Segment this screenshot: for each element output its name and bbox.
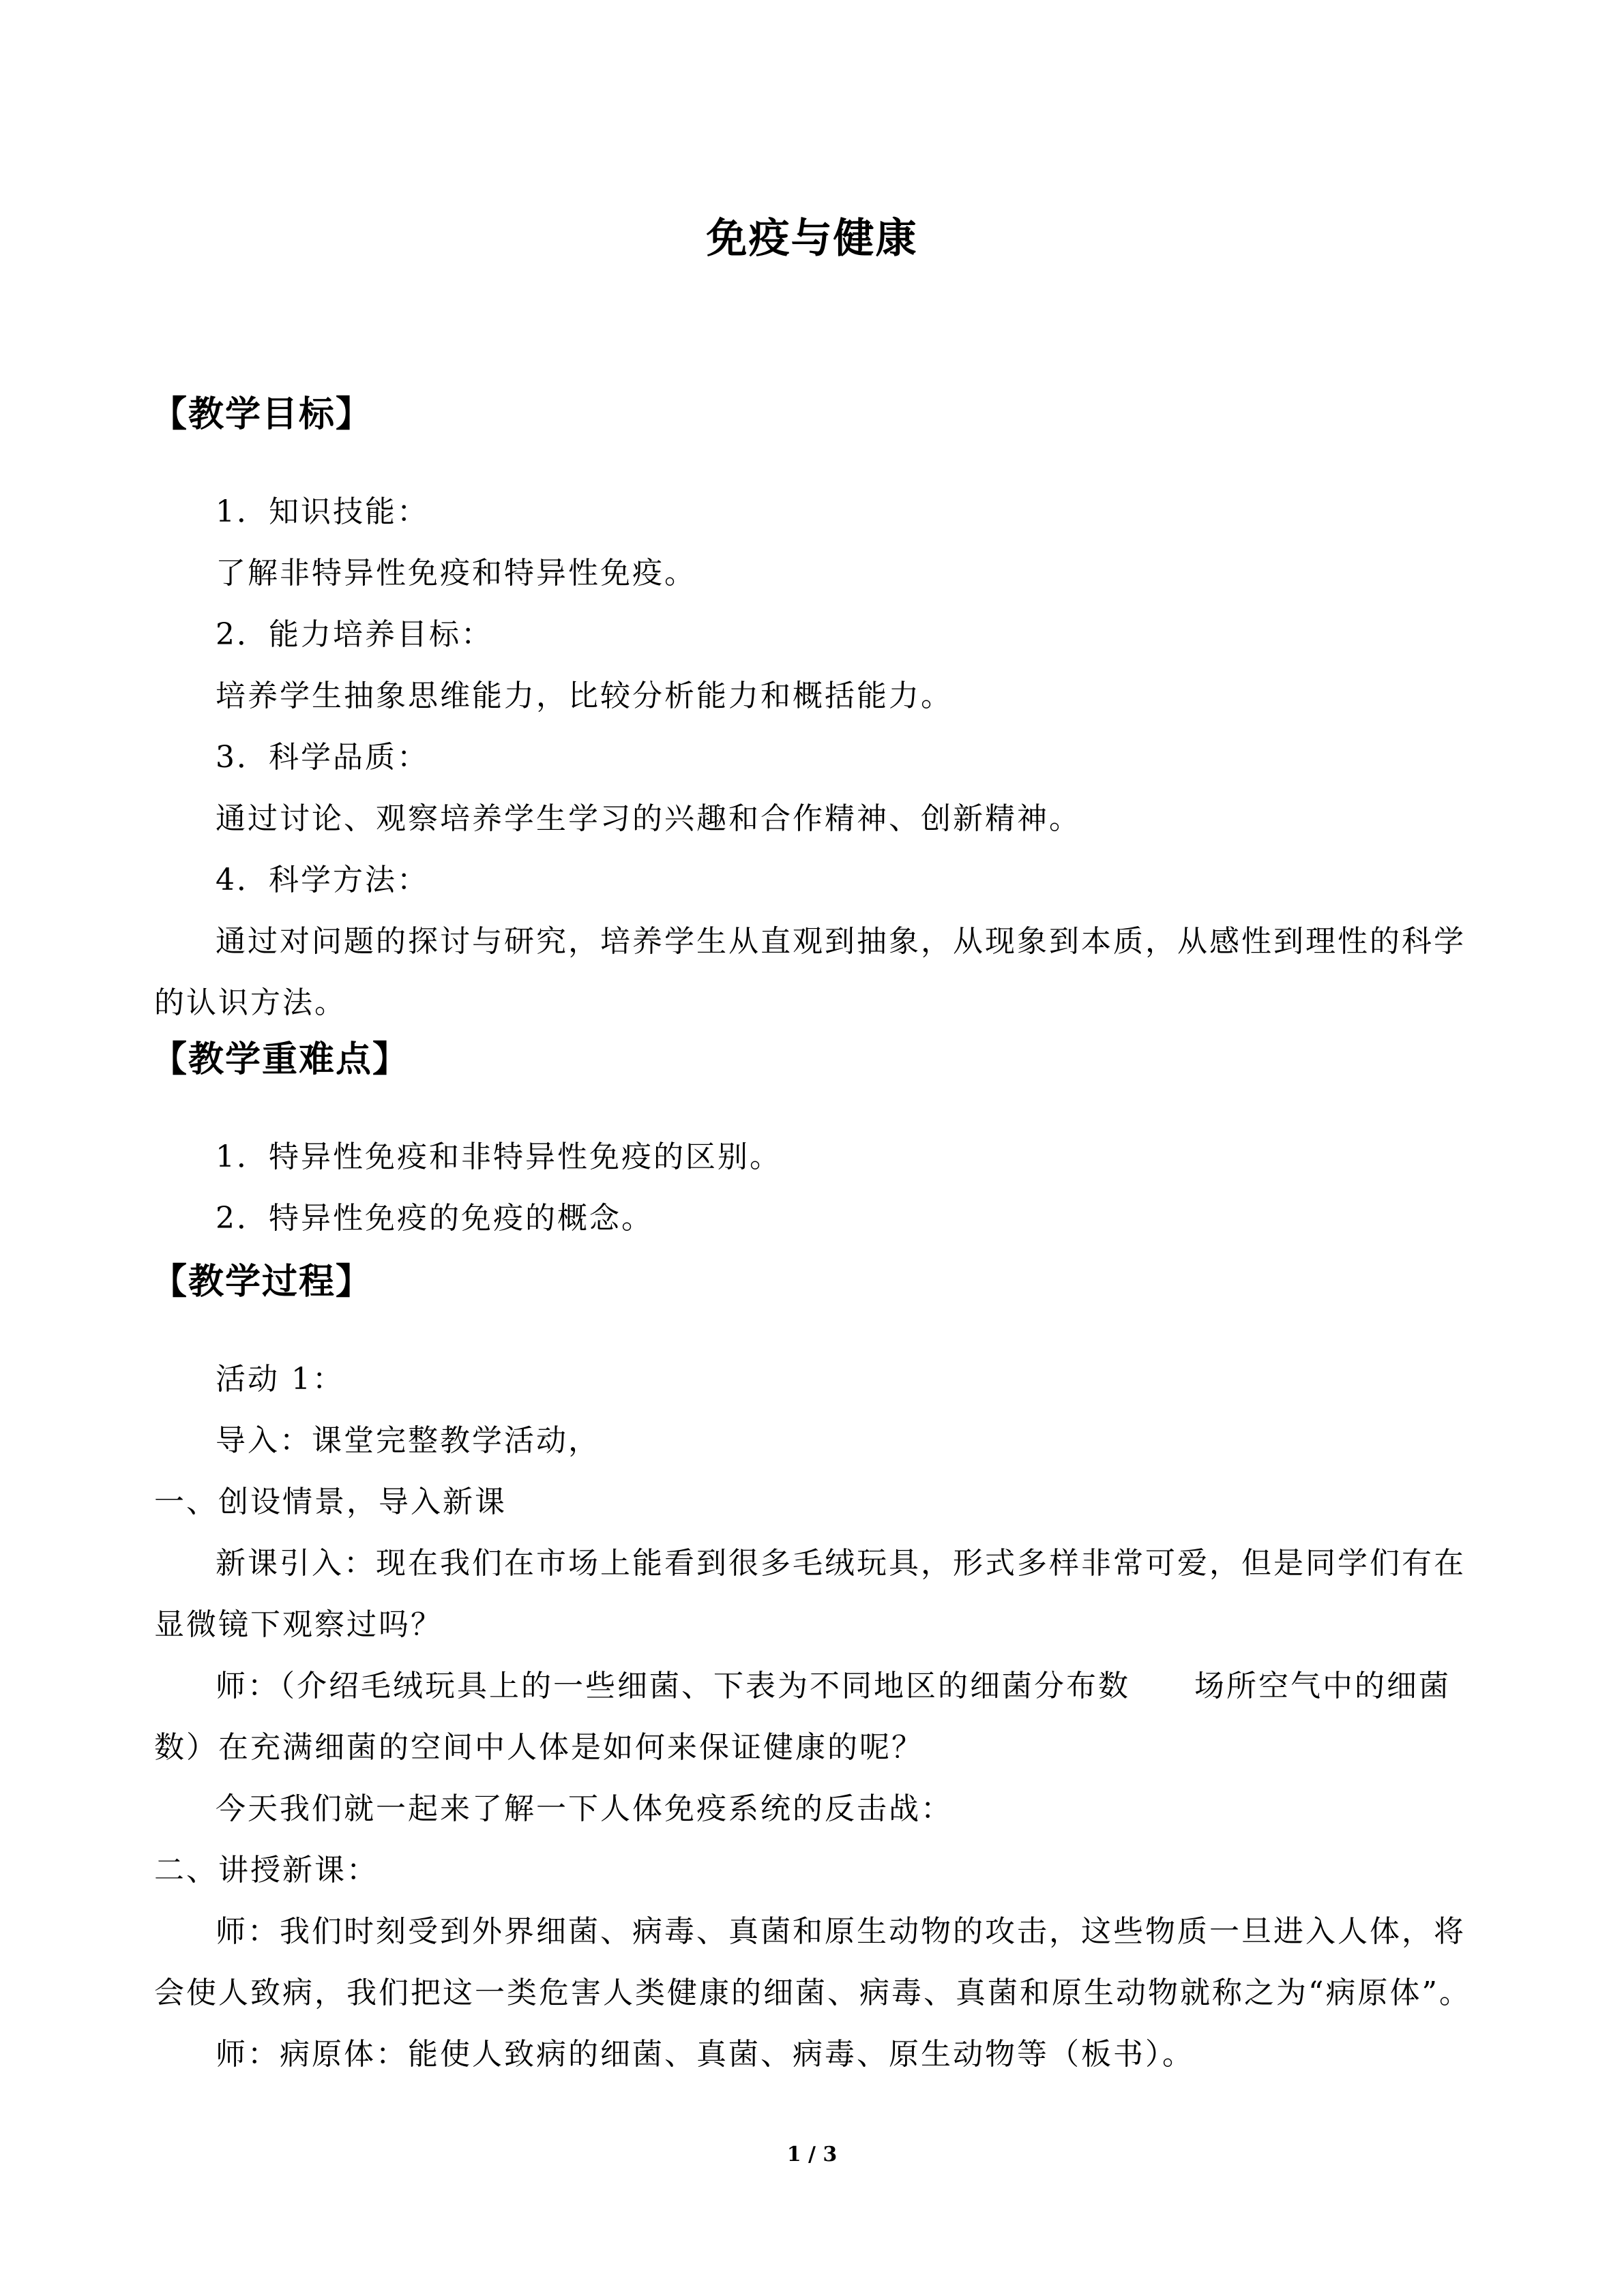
key-point-item: 1．特异性免疫和非特异性免疫的区别。 xyxy=(216,1139,782,1174)
process-paragraph: 新课引入：现在我们在市场上能看到很多毛绒玩具，形式多样非常可爱，但是同学们有在显微镜下观察过吗？ xyxy=(154,1546,1466,1642)
objective-item: 3．科学品质： xyxy=(216,740,429,775)
objective-item: 4．科学方法： xyxy=(216,863,429,897)
objective-item: 1．知识技能： xyxy=(216,494,429,529)
objective-item: 2．能力培养目标： xyxy=(216,617,493,652)
objective-item: 通过对问题的探讨与研究，培养学生从直观到抽象，从现象到本质，从感性到理性的科学的认识方法。 xyxy=(154,924,1466,1020)
process-paragraph: 导入：课堂完整教学活动， xyxy=(216,1423,600,1458)
objective-item: 了解非特异性免疫和特异性免疫。 xyxy=(216,556,696,591)
objective-item: 培养学生抽象思维能力，比较分析能力和概括能力。 xyxy=(216,679,953,713)
page-number: 1 / 3 xyxy=(786,2143,838,2166)
section-heading-key-points: 【教学重难点】 xyxy=(151,1039,410,1080)
document-title: 免疫与健康 xyxy=(706,215,918,263)
process-subheading: 二、讲授新课： xyxy=(154,1853,379,1888)
process-paragraph: 师：我们时刻受到外界细菌、病毒、真菌和原生动物的攻击，这些物质一旦进入人体，将会使人致病，我们把这一类危害人类健康的细菌、病毒、真菌和原生动物就称之为“病原体”。 xyxy=(154,1914,1471,2010)
process-paragraph: 活动 1： xyxy=(216,1362,344,1397)
objective-item: 通过讨论、观察培养学生学习的兴趣和合作精神、创新精神。 xyxy=(216,801,1081,836)
section-heading-process: 【教学过程】 xyxy=(151,1262,373,1302)
process-paragraph: 师：病原体：能使人致病的细菌、真菌、病毒、原生动物等（板书）。 xyxy=(216,2037,1194,2072)
section-heading-objectives: 【教学目标】 xyxy=(151,394,373,435)
process-subheading: 一、创设情景，导入新课 xyxy=(154,1485,507,1519)
key-point-item: 2．特异性免疫的免疫的概念。 xyxy=(216,1201,653,1236)
process-paragraph: 师：（介绍毛绒玩具上的一些细菌、下表为不同地区的细菌分布数 场所空气中的细菌数）在充满细菌的空间中人体是如何来保证健康的呢？ xyxy=(154,1669,1451,1765)
process-paragraph: 今天我们就一起来了解一下人体免疫系统的反击战： xyxy=(216,1791,953,1826)
document-body xyxy=(151,382,1484,2085)
